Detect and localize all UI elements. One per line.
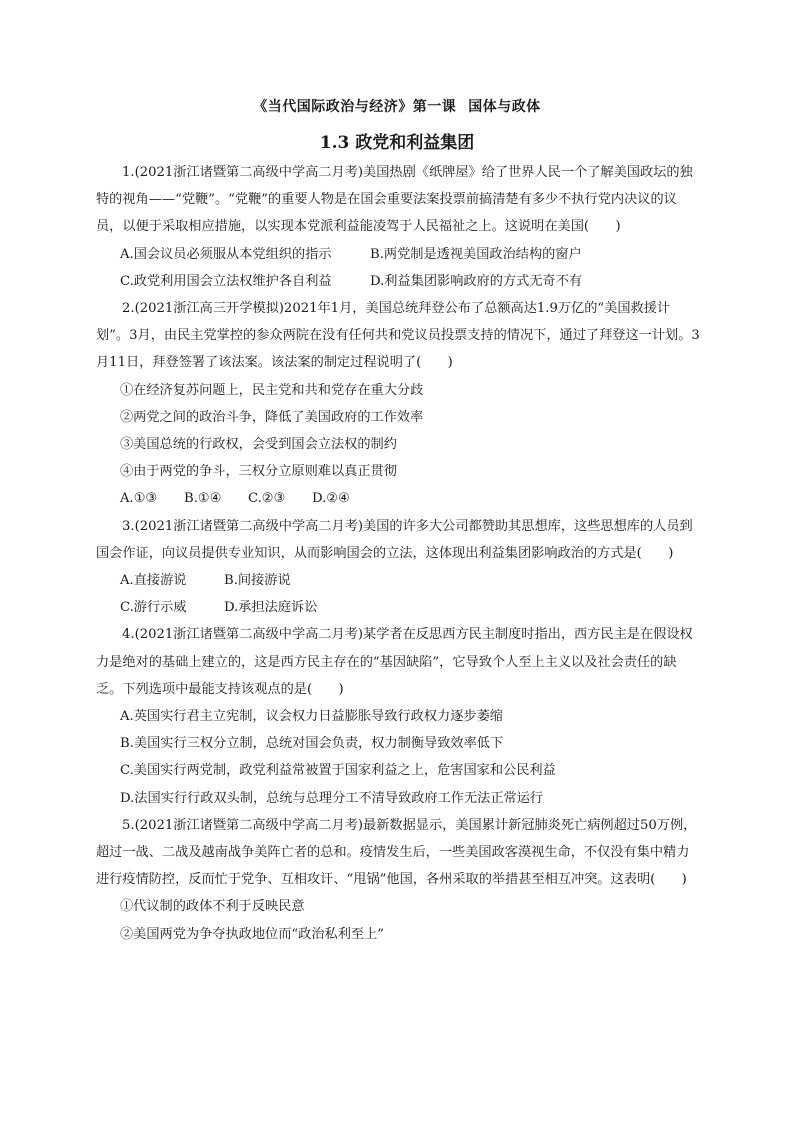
- statement-1: ①代议制的政体不利于反映民意: [120, 899, 305, 915]
- page-header: [0, 96, 794, 116]
- question-stem: 2.(2021浙江高三开学模拟)2021年1月，美国总统拜登公布了总额高达1.9万亿的“美国救援计划”。3月，由民主党掌控的参众两院在没有任何共和党议员投票支持的情况下，通过了拜登这一计划。3月11日，拜登签署了该法案。该法案的制定过程说明了( ): [96, 301, 700, 371]
- statement-2: ②两党之间的政治斗争，降低了美国政府的工作效率: [120, 409, 424, 425]
- lesson-label: 第一课: [412, 99, 457, 115]
- option-a: A.直接游说: [120, 573, 187, 589]
- option-d: D.②④: [312, 491, 350, 507]
- option-row: [120, 268, 700, 295]
- option-c: C.政党利用国会立法权维护各自利益: [120, 273, 332, 289]
- option-b: B.两党制是透视美国政治结构的窗户: [370, 246, 582, 262]
- topic-label: 国体与政体: [468, 99, 541, 115]
- option-a: A.国会议员必须服从本党组织的指示: [120, 246, 332, 262]
- question-3: [96, 513, 700, 622]
- option-a: A.英国实行君主立宪制，议会权力日益膨胀导致行政权力逐步萎缩: [120, 709, 503, 725]
- question-stem: 1.(2021浙江诸暨第二高级中学高二月考)美国热剧《纸牌屋》给了世界人民一个了解美国政坛的独特的视角——“党鞭”。“党鞭”的重要人物是在国会重要法案投票前搞清楚有多少不执行党内决议的议员，以便于采取相应措施，以实现本党派利益能凌驾于人民福祉之上。这说明在美国( ): [96, 165, 693, 235]
- statement-4: ④由于两党的争斗，三权分立原则难以真正贯彻: [120, 464, 397, 480]
- question-4: [96, 621, 700, 811]
- statement-2: ②美国两党为争夺执政地位而“政治私利至上”: [120, 926, 385, 942]
- question-list: [96, 159, 700, 948]
- book-title: 《当代国际政治与经济》: [253, 99, 413, 115]
- option-b: B.间接游说: [224, 573, 291, 589]
- statement-3: ③美国总统的行政权，会受到国会立法权的制约: [120, 437, 397, 453]
- option-row: [120, 594, 700, 621]
- question-stem: 3.(2021浙江诸暨第二高级中学高二月考)美国的许多大公司都赞助其思想库，这些思想库的人员到国会作证，向议员提供专业知识，从而影响国会的立法，这体现出利益集团影响政治的方式是( ): [96, 518, 693, 561]
- question-stem: 5.(2021浙江诸暨第二高级中学高二月考)最新数据显示，美国累计新冠肺炎死亡病例超过50万例，超过一战、二战及越南战争美阵亡者的总和。疫情发生后，一些美国政客漠视生命，不仅没有集中精力进行疫情防控，反而忙于党争、互相攻讦、“甩锅”他国，各州采取的举措甚至相互冲突。这表明( ): [96, 817, 697, 888]
- option-b: B.①④: [184, 491, 222, 507]
- option-d: D.利益集团影响政府的方式无奇不有: [370, 273, 583, 289]
- option-d: D.承担法庭诉讼: [224, 600, 318, 616]
- option-c: C.②③: [248, 491, 286, 507]
- question-5: [96, 812, 700, 948]
- option-d: D.法国实行行政双头制，总统与总理分工不清导致政府工作无法正常运行: [120, 790, 544, 806]
- question-1: [96, 159, 700, 295]
- option-row: [120, 241, 700, 268]
- option-c: C.美国实行两党制，政党利益常被置于国家利益之上，危害国家和公民利益: [120, 763, 556, 779]
- section-title: 1.3 政党和利益集团: [319, 133, 475, 153]
- option-b: B.美国实行三权分立制，总统对国会负责，权力制衡导致效率低下: [120, 736, 504, 752]
- option-row: [120, 567, 700, 594]
- question-stem: 4.(2021浙江诸暨第二高级中学高二月考)某学者在反思西方民主制度时指出，西方民主是在假设权力是绝对的基础上建立的，这是西方民主存在的“基因缺陷”，它导致个人至上主义以及社会责任的缺乏。下列选项中最能支持该观点的是( ): [96, 627, 693, 697]
- option-a: A.①③: [120, 491, 158, 507]
- question-2: [96, 295, 700, 513]
- option-row: [120, 485, 700, 512]
- option-c: C.游行示威: [120, 600, 187, 616]
- statement-1: ①在经济复苏问题上，民主党和共和党存在重大分歧: [120, 382, 424, 398]
